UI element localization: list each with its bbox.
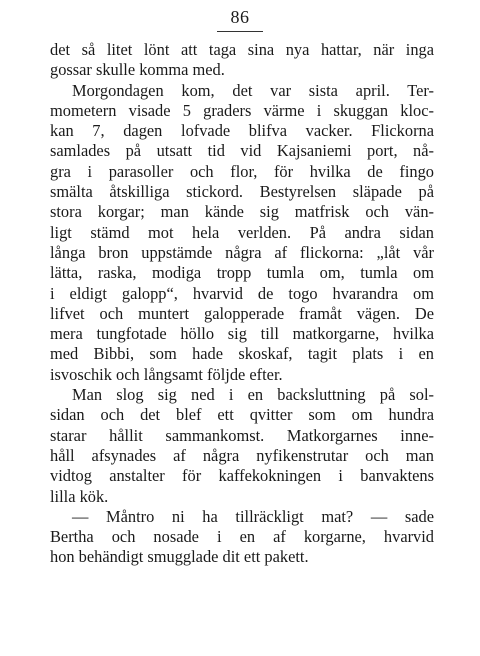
text-line: i eldigt galopp“, hvarvid de togo hvarandra om [50, 283, 434, 303]
header-rule [217, 31, 263, 32]
text-line: vidtog anstalter för kaffekokningen i banvaktens [50, 466, 434, 486]
text-line: starar hållit sammankomst. Matkorgarnes inne- [50, 425, 434, 445]
text-line: lätta, raska, modiga tropp tumla om, tumla om [50, 263, 434, 283]
text-line: — Måntro ni ha tillräckligt mat? — sade [72, 506, 434, 526]
text-line: isvoschik och långsamt följde efter. [50, 364, 283, 384]
page-number: 86 [230, 7, 250, 27]
text-line: Morgondagen kom, det var sista april. Ter- [72, 80, 434, 100]
text-line: mera tungfotade höllo sig till matkorgarne, hvilka [50, 324, 434, 344]
text-line: ligt stämd mot hela verlden. På andra sidan [50, 222, 434, 242]
text-line: Bertha och nosade i en af korgarne, hvarvid [50, 527, 434, 547]
text-line: gossar skulle komma med. [50, 60, 225, 80]
text-line: kan 7, dagen lofvade blifva vacker. Flickorna [50, 121, 434, 141]
text-line: stora korgar; man kände sig matfrisk och vän- [50, 202, 434, 222]
text-line: samlades på utsatt tid vid Kajsaniemi port, nå- [50, 141, 434, 161]
text-line: håll afsynades af några nyfikenstrutar och man [50, 445, 434, 465]
text-line: lilla kök. [50, 486, 109, 506]
body-text [50, 40, 434, 568]
text-line: det så litet lönt att taga sina nya hattar, när inga [50, 40, 434, 59]
text-line: sidan och det blef ett qvitter som om hundra [50, 405, 434, 425]
text-line: gra i parasoller och flor, för hvilka de fingo [50, 161, 434, 181]
text-line: Man slog sig ned i en backsluttning på sol- [72, 385, 434, 405]
text-line: smälta åtskilliga stickord. Bestyrelsen släpade på [50, 182, 434, 202]
text-line: mometern visade 5 graders värme i skuggan kloc- [50, 100, 434, 120]
text-line: långa bron uppstämde några af flickorna: „låt vår [50, 242, 434, 262]
text-line: hon behändigt smugglade dit ett pakett. [50, 547, 309, 567]
text-line: med Bibbi, som hade skoskaf, tagit plats i en [50, 344, 434, 364]
text-line: lifvet och muntert galopperade framåt vägen. De [50, 303, 434, 323]
